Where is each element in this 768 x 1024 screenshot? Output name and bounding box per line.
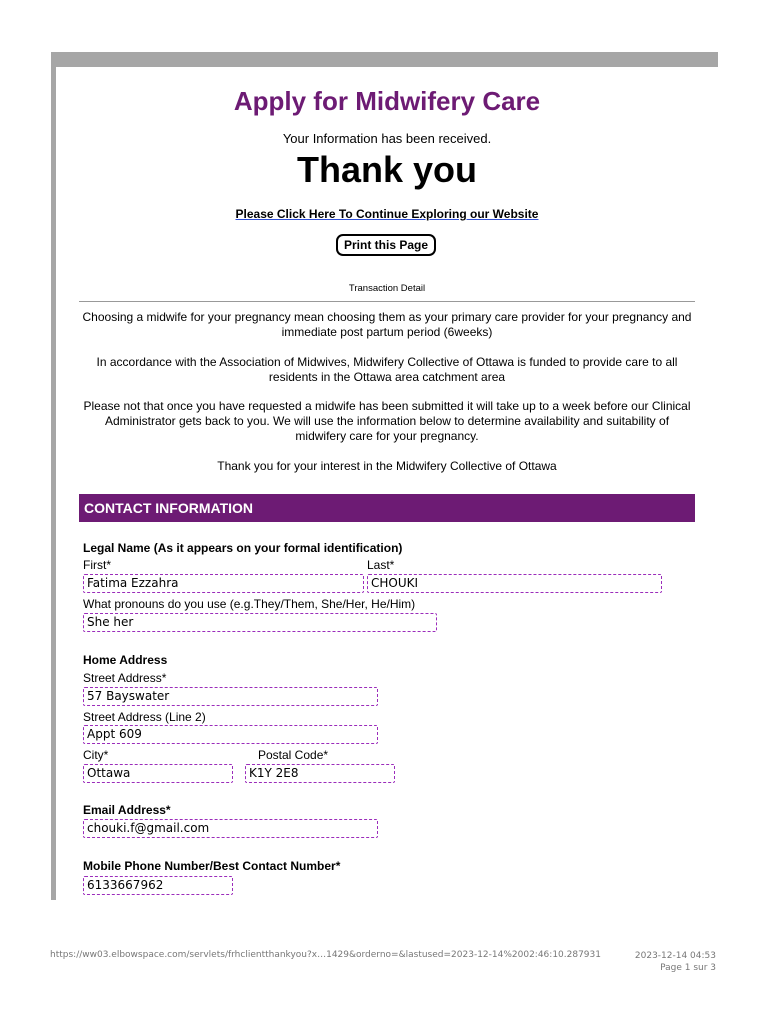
page-top-bar [51, 52, 718, 67]
intro-paragraph-3: Please not that once you have requested a midwife has been submitted it will take up to a week before our Clinical Administrator gets back to you. We will use the information below to determine availability and suitability of midwifery care for your pregnancy. [83, 399, 691, 443]
footer-timestamp: 2023-12-14 04:53 [634, 951, 716, 961]
home-address-label: Home Address [83, 653, 168, 667]
legal-name-label: Legal Name (As it appears on your formal identification) [83, 541, 403, 555]
pronouns-label: What pronouns do you use (e.g.They/Them, She/Her, He/Him) [83, 597, 416, 611]
first-name-label: First* [83, 558, 111, 572]
phone-label: Mobile Phone Number/Best Contact Number* [83, 859, 341, 873]
intro-paragraph-1: Choosing a midwife for your pregnancy mean choosing them as your primary care provider for your pregnancy and immediate post partum period (6weeks) [82, 310, 692, 339]
print-page-button[interactable]: Print this Page [336, 234, 436, 256]
city-field[interactable]: Ottawa [83, 764, 233, 783]
last-name-label: Last* [367, 558, 395, 572]
first-name-field[interactable]: Fatima Ezzahra [83, 574, 364, 593]
contact-section-header: CONTACT INFORMATION [79, 494, 695, 522]
postal-code-label: Postal Code* [258, 748, 329, 762]
continue-exploring-link[interactable]: Please Click Here To Continue Exploring our Website [235, 207, 539, 221]
received-message: Your Information has been received. [282, 131, 492, 146]
footer-url: https://ww03.elbowspace.com/servlets/frhclientthankyou?x…1429&orderno=&lastused=2023-12-14%2002:46:10.287931 [50, 950, 601, 960]
email-label: Email Address* [83, 803, 171, 817]
continue-link-wrapper [56, 207, 718, 221]
last-name-field[interactable]: CHOUKI [367, 574, 662, 593]
email-field[interactable]: chouki.f@gmail.com [83, 819, 378, 838]
pronouns-field[interactable]: She her [83, 613, 437, 632]
intro-paragraph-2: In accordance with the Association of Midwives, Midwifery Collective of Ottawa is funded to provide care to all residents in the Ottawa area catchment area [96, 355, 678, 384]
footer-page-number: Page 1 sur 3 [660, 963, 716, 973]
thank-you-heading: Thank you [296, 149, 478, 190]
street-address-2-label: Street Address (Line 2) [83, 710, 206, 724]
city-label: City* [83, 748, 109, 762]
street-address-2-field[interactable]: Appt 609 [83, 725, 378, 744]
phone-field[interactable]: 6133667962 [83, 876, 233, 895]
transaction-detail-label: Transaction Detail [348, 283, 426, 294]
divider [79, 301, 695, 302]
intro-paragraph-4: Thank you for your interest in the Midwifery Collective of Ottawa [217, 459, 557, 473]
postal-code-field[interactable]: K1Y 2E8 [245, 764, 395, 783]
footer-info [635, 950, 716, 974]
street-address-label: Street Address* [83, 671, 167, 685]
street-address-field[interactable]: 57 Bayswater [83, 687, 378, 706]
page-title: Apply for Midwifery Care [233, 86, 541, 116]
